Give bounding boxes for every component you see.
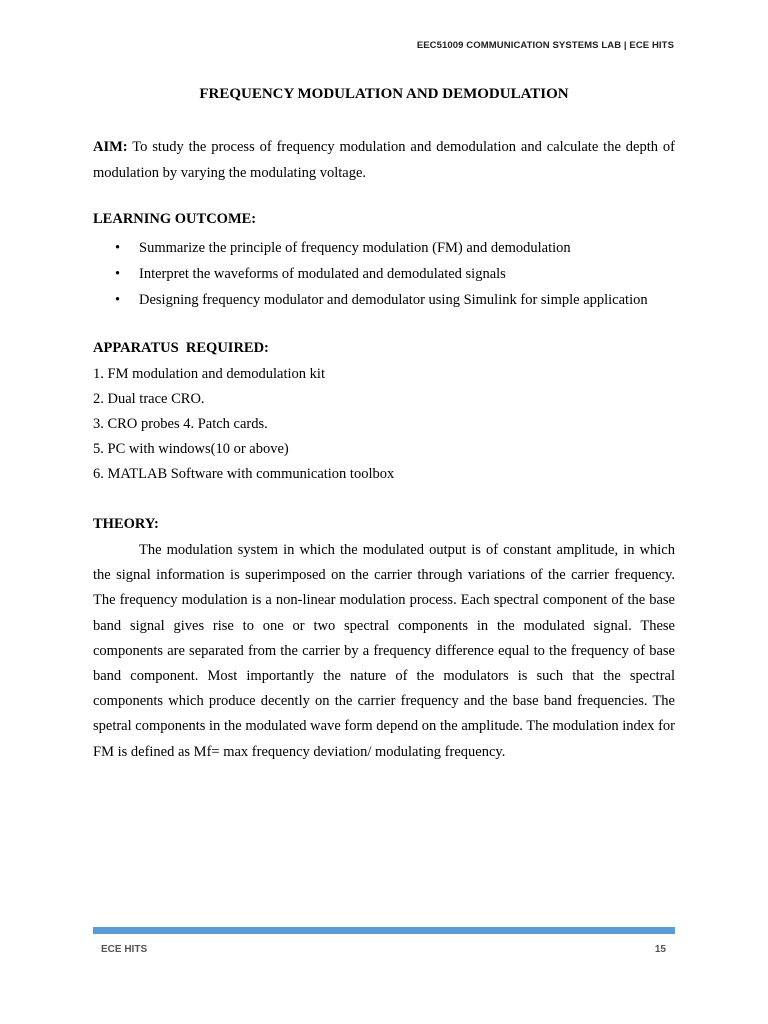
learning-outcome-heading: LEARNING OUTCOME: [93, 211, 257, 227]
document-title: FREQUENCY MODULATION AND DEMODULATION [199, 86, 569, 102]
footer-label: ECE HITS [101, 944, 148, 955]
page-number: 15 [654, 944, 666, 955]
list-item-text: Summarize the principle of frequency modulation (FM) and demodulation [139, 240, 571, 256]
list-item-text: Designing frequency modulator and demodulator using Simulink for simple application [139, 292, 648, 308]
bullet-icon: • [115, 240, 121, 256]
aim-label: AIM: [93, 139, 128, 155]
theory-paragraph: The modulation system in which the modulated output is of constant amplitude, in which the signal information is superimposed on the carrier through variations of the carrier frequency. The frequency modulation is a non-linear modulation process. Each spectral component of the base band signal gives rise to one or two spectral components in the modulated signal. These components are separated from the carrier by a frequency difference equal to the frequency of base band component. Most importantly the nature of the modulators is such that the spectral components which produce decently on the carrier frequency and the base band frequencies. The spetral components in the modulated wave form depend on the amplitude. The modulation index for FM is defined as Mf= max frequency deviation/ modulating frequency. [93, 542, 675, 760]
aim-text: To study the process of frequency modulation and demodulation and calculate the depth of modulation by varying the modulating voltage. [93, 139, 675, 181]
list-item [93, 261, 693, 287]
bullet-icon: • [115, 292, 121, 308]
apparatus-item: 1. FM modulation and demodulation kit [93, 366, 325, 382]
theory-heading: THEORY: [93, 516, 159, 532]
apparatus-item: 2. Dual trace CRO. [93, 391, 205, 407]
aim-section [93, 134, 675, 186]
apparatus-heading: APPARATUS REQUIRED: [93, 340, 269, 356]
apparatus-item: 6. MATLAB Software with communication toolbox [93, 466, 395, 482]
list-item [93, 287, 693, 313]
list-item [93, 235, 693, 261]
bullet-icon: • [115, 266, 121, 282]
learning-outcome-list [93, 235, 693, 313]
apparatus-item: 3. CRO probes 4. Patch cards. [93, 416, 268, 432]
apparatus-list [93, 362, 394, 487]
footer-divider [93, 927, 675, 934]
apparatus-item: 5. PC with windows(10 or above) [93, 441, 289, 457]
page-header: EEC51009 COMMUNICATION SYSTEMS LAB | ECE HITS [416, 40, 674, 51]
list-item-text: Interpret the waveforms of modulated and demodulated signals [139, 266, 506, 282]
